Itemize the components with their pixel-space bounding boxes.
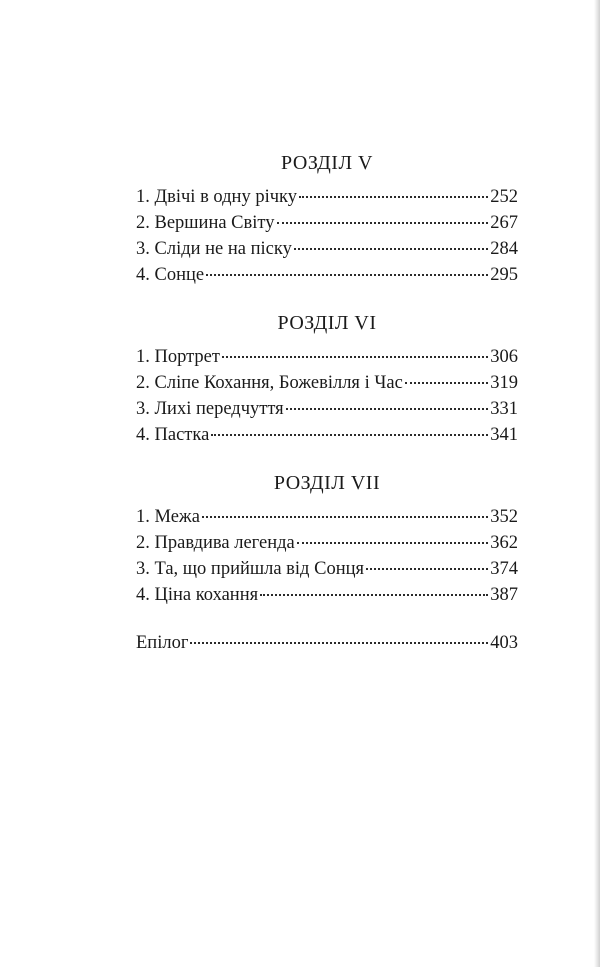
dot-leader [277, 221, 489, 224]
table-of-contents [136, 150, 518, 656]
dot-leader [286, 407, 489, 410]
toc-entry [136, 422, 518, 448]
toc-entry [136, 530, 518, 556]
entry-label: 2. Сліпе Кохання, Божевілля і Час [136, 373, 403, 393]
dot-leader [299, 195, 488, 198]
entry-page: 252 [490, 187, 518, 207]
entry-page: 331 [490, 399, 518, 419]
entry-label: 1. Межа [136, 507, 200, 527]
entry-page: 306 [490, 347, 518, 367]
page-edge [594, 0, 600, 967]
entry-page: 295 [490, 265, 518, 285]
entry-label: 4. Пастка [136, 425, 210, 445]
toc-entry [136, 582, 518, 608]
toc-entry [136, 504, 518, 530]
entry-label: 2. Вершина Світу [136, 213, 275, 233]
section-title: РОЗДІЛ VI [277, 312, 377, 334]
entry-label: 1. Портрет [136, 347, 220, 367]
dot-leader [206, 273, 488, 276]
dot-leader [202, 515, 488, 518]
dot-leader [405, 381, 488, 384]
entry-page: 387 [490, 585, 518, 605]
dot-leader [294, 247, 488, 250]
dot-leader [190, 641, 488, 644]
entry-label: 1. Двічі в одну річку [136, 187, 297, 207]
entry-label: 3. Та, що прийшла від Сонця [136, 559, 364, 579]
dot-leader [366, 567, 488, 570]
entry-page: 352 [490, 507, 518, 527]
entry-label: 3. Сліди не на піску [136, 239, 292, 259]
entry-page: 374 [490, 559, 518, 579]
entry-page: 362 [490, 533, 518, 553]
section-7 [136, 470, 518, 608]
section-title: РОЗДІЛ V [281, 152, 373, 174]
section-6 [136, 310, 518, 448]
dot-leader [211, 433, 488, 436]
toc-entry [136, 210, 518, 236]
toc-entry [136, 344, 518, 370]
entry-page: 267 [490, 213, 518, 233]
toc-entry [136, 236, 518, 262]
entry-page: 341 [490, 425, 518, 445]
toc-entry [136, 556, 518, 582]
toc-entry [136, 370, 518, 396]
entry-label: 4. Сонце [136, 265, 205, 285]
toc-entry [136, 396, 518, 422]
entry-page: 319 [490, 373, 518, 393]
dot-leader [260, 593, 488, 596]
entry-label: 2. Правдива легенда [136, 533, 295, 553]
entry-page: 284 [490, 239, 518, 259]
dot-leader [297, 541, 488, 544]
section-title: РОЗДІЛ VII [273, 472, 381, 494]
toc-entry-epilogue [136, 630, 518, 656]
entry-label: 4. Ціна кохання [136, 585, 259, 605]
dot-leader [222, 355, 488, 358]
toc-entry [136, 184, 518, 210]
entry-label: Епілог [136, 633, 189, 653]
section-5 [136, 150, 518, 288]
toc-entry [136, 262, 518, 288]
entry-label: 3. Лихі передчуття [136, 399, 284, 419]
entry-page: 403 [490, 633, 518, 653]
